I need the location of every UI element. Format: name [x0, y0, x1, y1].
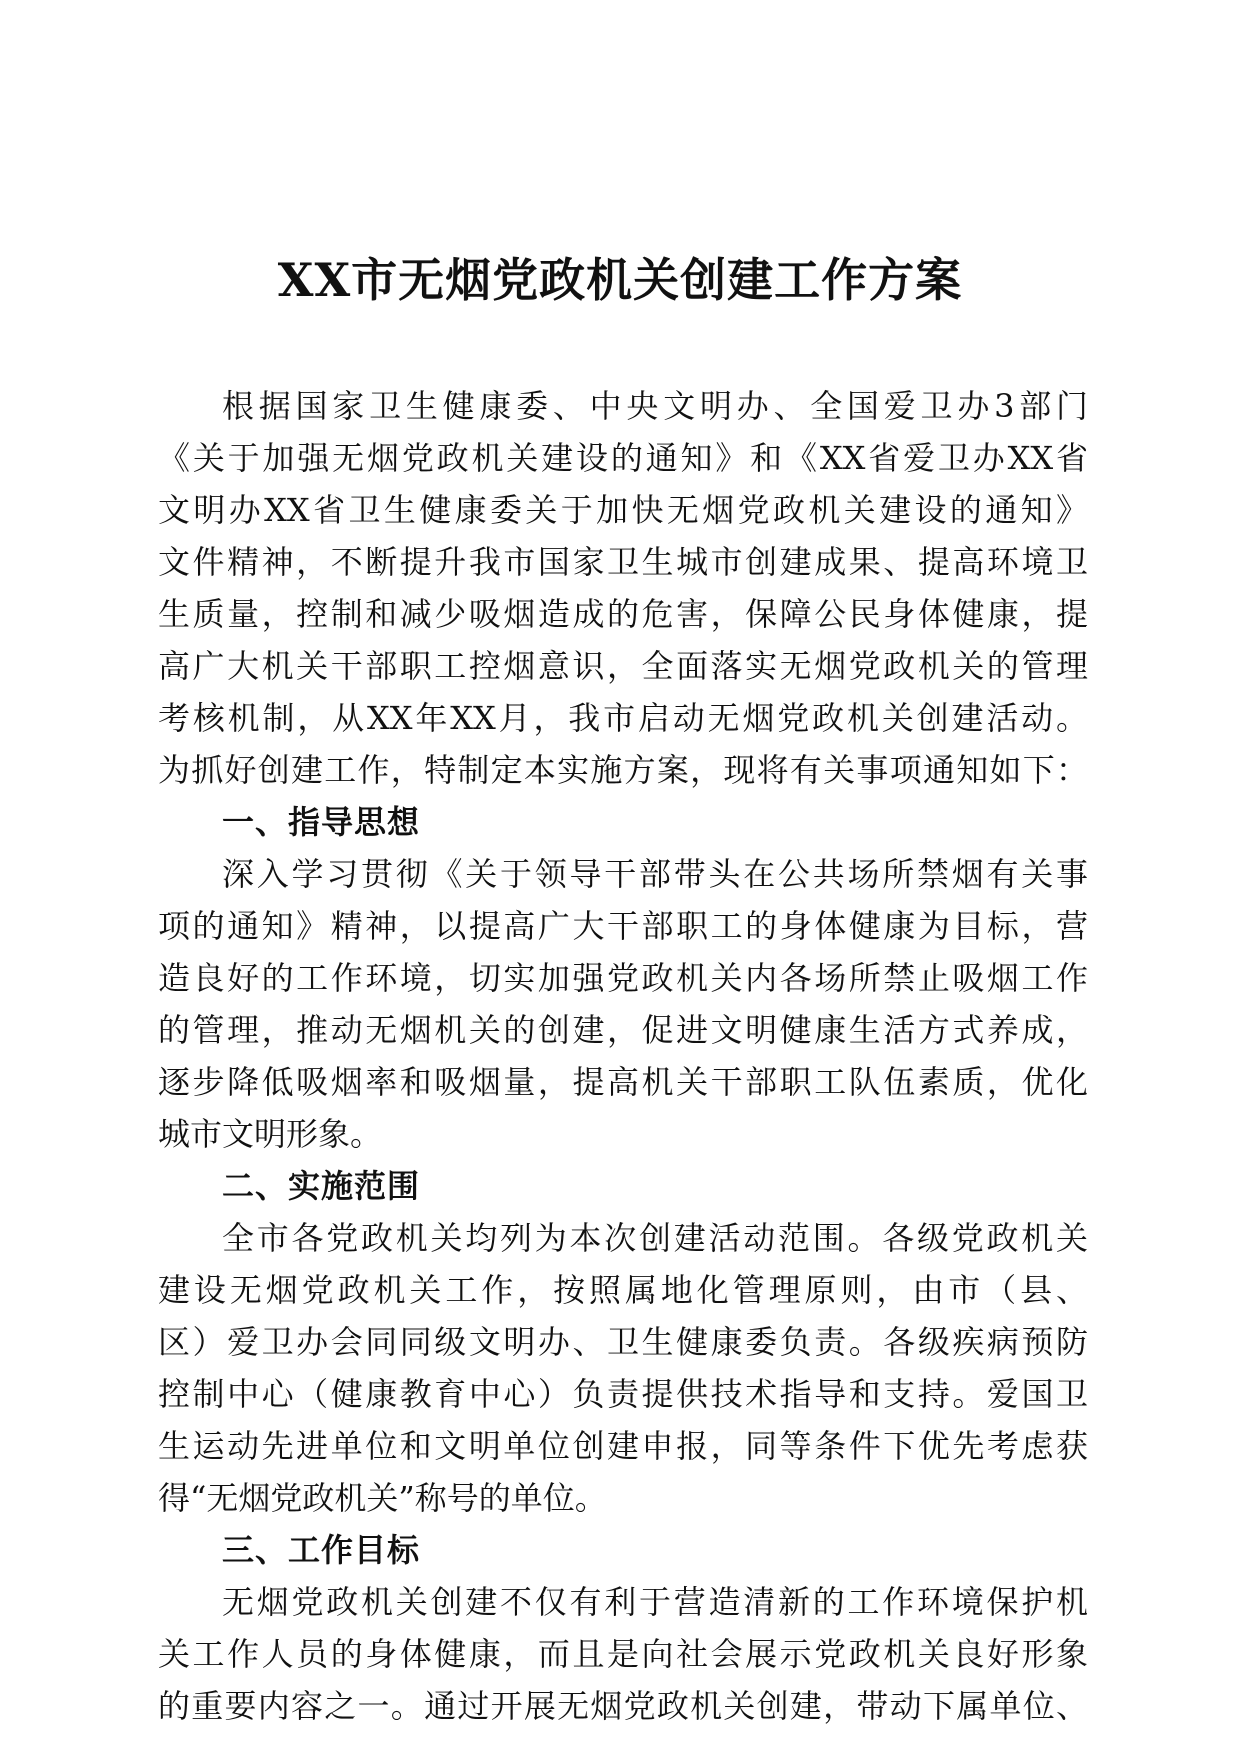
intro-line: 文明办XX省卫生健康委关于加快无烟党政机关建设的通知》	[158, 491, 1088, 529]
intro-line: 高广大机关干部职工控烟意识，全面落实无烟党政机关的管理	[158, 647, 1088, 685]
section-line: 城市文明形象。	[158, 1115, 383, 1153]
intro-line: 《关于加强无烟党政机关建设的通知》和《XX省爱卫办XX省	[158, 439, 1088, 477]
intro-line: 文件精神，不断提升我市国家卫生城市创建成果、提高环境卫	[158, 543, 1088, 581]
section-line: 逐步降低吸烟率和吸烟量，提高机关干部职工队伍素质，优化	[158, 1063, 1088, 1101]
section-line: 的重要内容之一。通过开展无烟党政机关创建，带动下属单位、	[158, 1687, 1088, 1725]
intro-line: 为抓好创建工作，特制定本实施方案，现将有关事项通知如下：	[158, 751, 1088, 789]
section-line: 全市各党政机关均列为本次创建活动范围。各级党政机关	[222, 1219, 1088, 1257]
intro-line: 考核机制，从XX年XX月，我市启动无烟党政机关创建活动。	[158, 699, 1088, 737]
document-title: XX市无烟党政机关创建工作方案	[277, 253, 963, 307]
section-line: 关工作人员的身体健康，而且是向社会展示党政机关良好形象	[158, 1635, 1088, 1673]
intro-line: 根据国家卫生健康委、中央文明办、全国爱卫办3部门	[222, 387, 1088, 425]
section-line: 区）爱卫办会同同级文明办、卫生健康委负责。各级疾病预防	[158, 1323, 1088, 1361]
section-heading-scope: 二、实施范围	[222, 1167, 421, 1205]
section-line: 深入学习贯彻《关于领导干部带头在公共场所禁烟有关事	[222, 855, 1088, 893]
section-line: 无烟党政机关创建不仅有利于营造清新的工作环境保护机	[222, 1583, 1088, 1621]
section-line: 项的通知》精神，以提高广大干部职工的身体健康为目标，营	[158, 907, 1088, 945]
section-line: 建设无烟党政机关工作，按照属地化管理原则，由市（县、	[158, 1271, 1088, 1309]
section-line: 造良好的工作环境，切实加强党政机关内各场所禁止吸烟工作	[158, 959, 1088, 997]
section-line: 得“无烟党政机关”称号的单位。	[158, 1479, 607, 1517]
section-line: 控制中心（健康教育中心）负责提供技术指导和支持。爱国卫	[158, 1375, 1088, 1413]
section-line: 生运动先进单位和文明单位创建申报，同等条件下优先考虑获	[158, 1427, 1088, 1465]
intro-line: 生质量，控制和减少吸烟造成的危害，保障公民身体健康，提	[158, 595, 1088, 633]
section-line: 的管理，推动无烟机关的创建，促进文明健康生活方式养成，	[158, 1011, 1088, 1049]
section-heading-guiding-ideology: 一、指导思想	[222, 803, 421, 841]
section-heading-goals: 三、工作目标	[222, 1531, 421, 1569]
